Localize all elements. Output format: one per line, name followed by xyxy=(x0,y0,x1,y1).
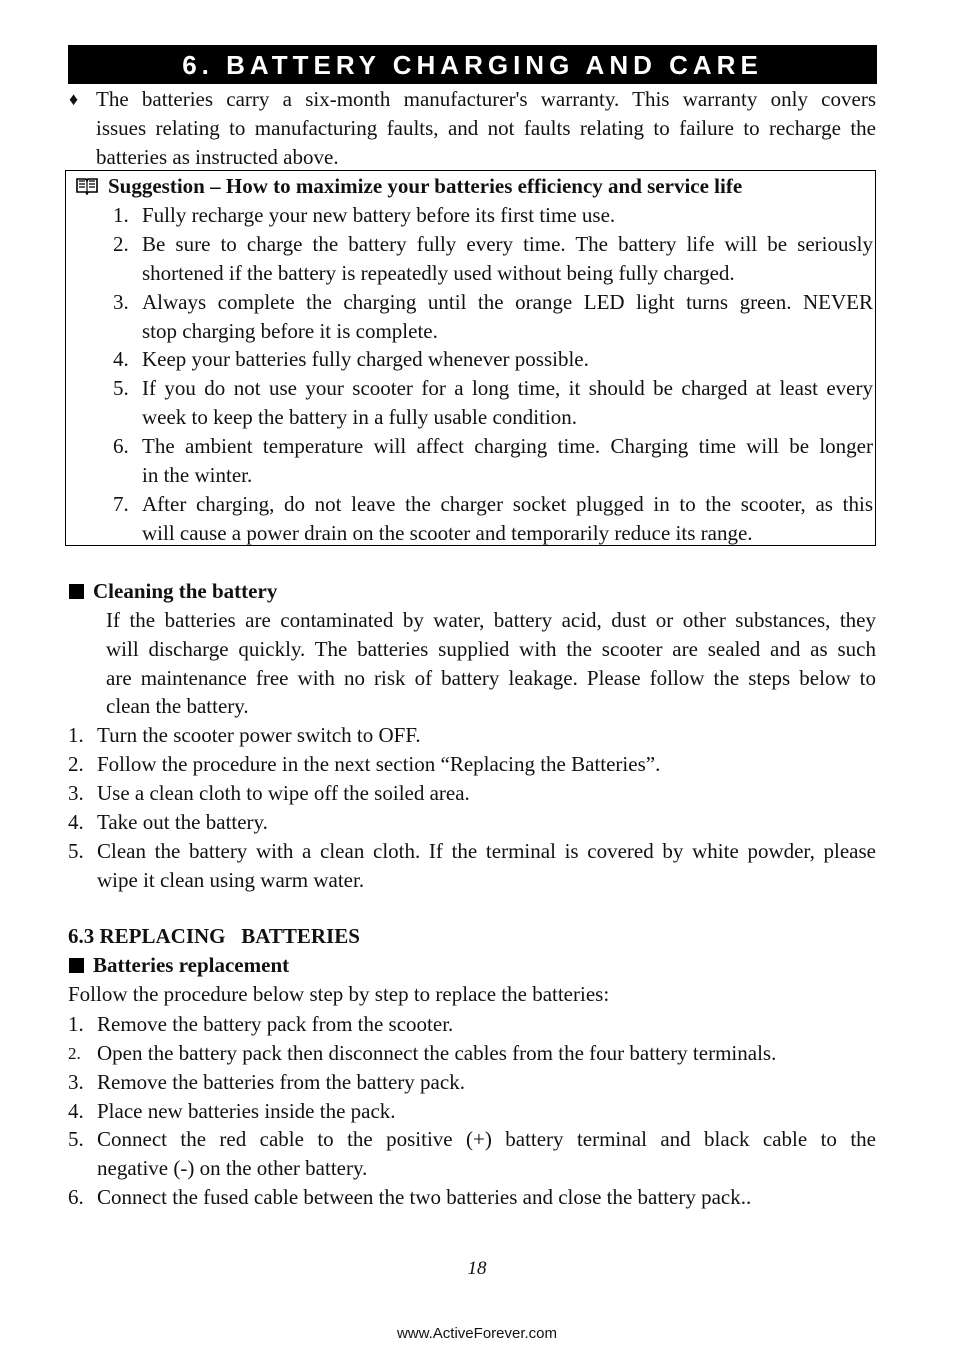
replacing-step: Place new batteries inside the pack. xyxy=(97,1099,396,1123)
list-number: 5. xyxy=(68,839,84,863)
list-number: 2. xyxy=(68,752,84,776)
cleaning-step: Follow the procedure in the next section “Replacing the Batteries”. xyxy=(97,752,661,776)
list-number: 6. xyxy=(113,434,129,458)
warranty-line: batteries as instructed above. xyxy=(96,145,339,169)
suggestion-heading: Suggestion – How to maximize your batteries efficiency and service life xyxy=(108,174,743,198)
suggestion-item: will cause a power drain on the scooter and temporarily reduce its range. xyxy=(142,521,753,545)
cleaning-heading xyxy=(69,577,277,606)
suggestion-item: After charging, do not leave the charger socket plugged in to the scooter, as this xyxy=(142,492,873,516)
suggestion-item: stop charging before it is complete. xyxy=(142,319,438,343)
cleaning-intro-line: will discharge quickly. The batteries supplied with the scooter are sealed and as such xyxy=(106,637,876,661)
cleaning-step: Use a clean cloth to wipe off the soiled area. xyxy=(97,781,470,805)
list-number: 4. xyxy=(68,1099,84,1123)
section-title: 6. BATTERY CHARGING AND CARE xyxy=(68,45,877,84)
list-number: 3. xyxy=(68,781,84,805)
list-number: 6. xyxy=(68,1185,84,1209)
cleaning-step: wipe it clean using warm water. xyxy=(97,868,365,892)
cleaning-intro-line: If the batteries are contaminated by water, battery acid, dust or other substances, they xyxy=(106,608,876,632)
list-number: 2. xyxy=(68,1044,81,1063)
warranty-line: The batteries carry a six-month manufacturer's warranty. This warranty only covers xyxy=(96,87,876,111)
list-number: 5. xyxy=(68,1127,84,1151)
list-number: 3. xyxy=(68,1070,84,1094)
suggestion-item: Always complete the charging until the orange LED light turns green. NEVER xyxy=(142,290,873,314)
book-icon xyxy=(75,176,99,200)
suggestion-item: week to keep the battery in a fully usable condition. xyxy=(142,405,578,429)
cleaning-intro-line: are maintenance free with no risk of battery leakage. Please follow the steps below to xyxy=(106,666,876,690)
suggestion-item: The ambient temperature will affect charging time. Charging time will be longer xyxy=(142,434,873,458)
suggestion-item: Be sure to charge the battery fully every time. The battery life will be seriously xyxy=(142,232,873,256)
suggestion-item: shortened if the battery is repeatedly used without being fully charged. xyxy=(142,261,735,285)
replacing-step: negative (-) on the other battery. xyxy=(97,1156,368,1180)
list-number: 1. xyxy=(68,723,84,747)
cleaning-step: Clean the battery with a clean cloth. If the terminal is covered by white powder, please xyxy=(97,839,876,863)
cleaning-intro-line: clean the battery. xyxy=(106,694,249,718)
replacing-intro: Follow the procedure below step by step to replace the batteries: xyxy=(68,982,610,1006)
list-number: 7. xyxy=(113,492,129,516)
warranty-line: issues relating to manufacturing faults, and not faults relating to failure to recharge the xyxy=(96,116,876,140)
replacing-step: Open the battery pack then disconnect the cables from the four battery terminals. xyxy=(97,1041,777,1065)
replacing-step: Connect the red cable to the positive (+) battery terminal and black cable to the xyxy=(97,1127,876,1151)
suggestion-item: in the winter. xyxy=(142,463,253,487)
list-number: 2. xyxy=(113,232,129,256)
cleaning-heading-text: Cleaning the battery xyxy=(93,579,278,603)
suggestion-item: If you do not use your scooter for a long time, it should be charged at least every xyxy=(142,376,873,400)
suggestion-item: Keep your batteries fully charged whenever possible. xyxy=(142,347,589,371)
list-number: 4. xyxy=(68,810,84,834)
list-number: 1. xyxy=(68,1012,84,1036)
square-bullet-icon xyxy=(69,584,84,599)
cleaning-step: Turn the scooter power switch to OFF. xyxy=(97,723,421,747)
replacing-step: Connect the fused cable between the two batteries and close the battery pack.. xyxy=(97,1185,752,1209)
list-number: 5. xyxy=(113,376,129,400)
cleaning-step: Take out the battery. xyxy=(97,810,268,834)
replacing-section-heading: 6.3 REPLACING BATTERIES xyxy=(68,924,360,948)
footer-url: www.ActiveForever.com xyxy=(396,1325,558,1342)
suggestion-item: Fully recharge your new battery before its first time use. xyxy=(142,203,616,227)
list-number: 4. xyxy=(113,347,129,371)
replacing-step: Remove the battery pack from the scooter. xyxy=(97,1012,454,1036)
replacing-step: Remove the batteries from the battery pack. xyxy=(97,1070,465,1094)
replacing-subheading xyxy=(69,951,289,980)
diamond-bullet-icon: ♦ xyxy=(69,89,79,109)
replacing-subheading-text: Batteries replacement xyxy=(93,953,290,977)
square-bullet-icon xyxy=(69,958,84,973)
page-number: 18 xyxy=(467,1258,487,1279)
list-number: 3. xyxy=(113,290,129,314)
list-number: 1. xyxy=(113,203,129,227)
